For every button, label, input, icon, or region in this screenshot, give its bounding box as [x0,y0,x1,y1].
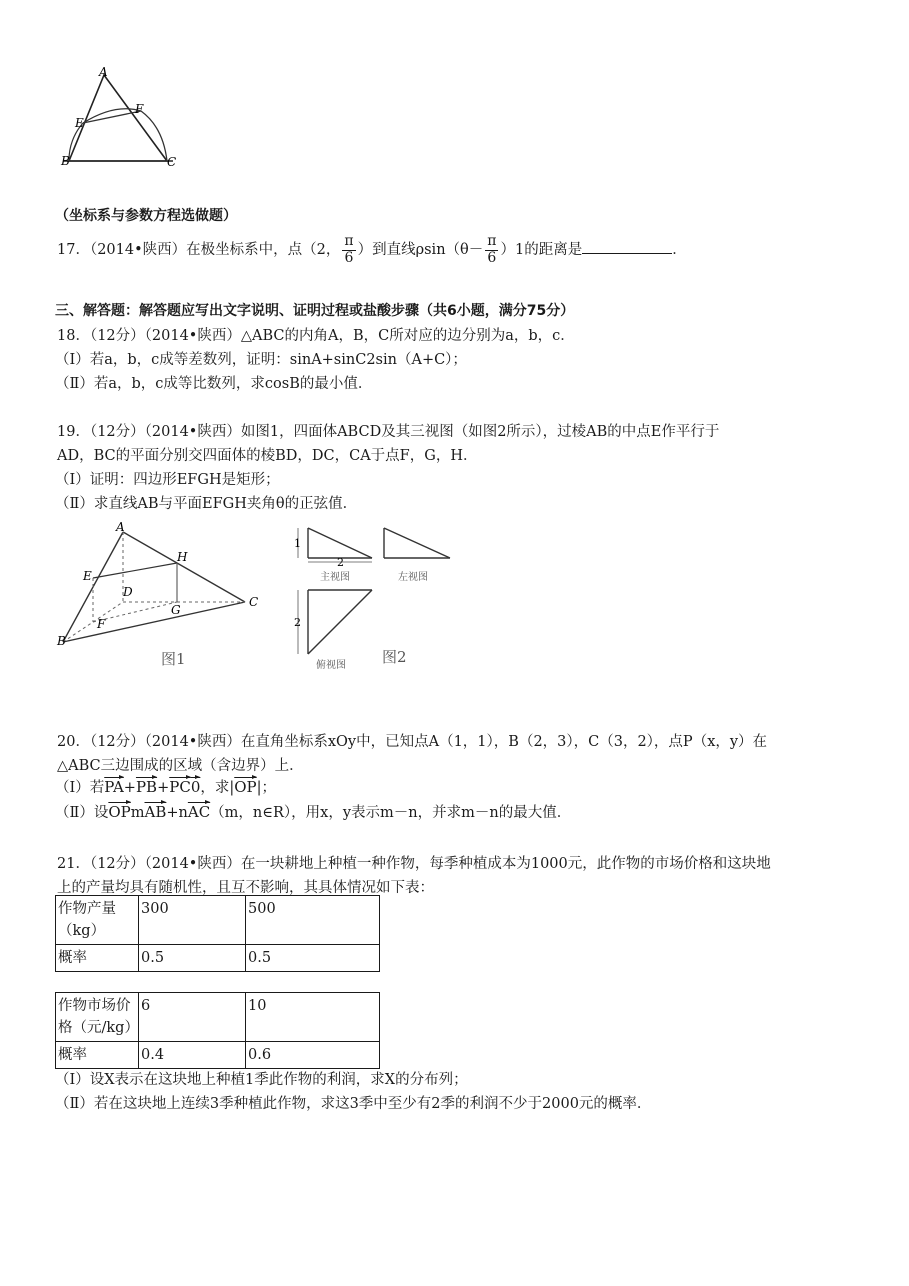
q18-line-2: （Ⅰ）若a，b，c成等差数列，证明：sinA+sinC2sin（A+C）； [55,352,467,368]
vector-OP-2: $\overline{OP}$ [108,803,131,821]
fig1-label-F: F [97,617,106,631]
q19-line-1: 19．（12分）（2014•陕西）如图1，四面体ABCD及其三视图（如图2所示），过棱AB的中点E作平行于 [57,424,720,440]
q20-line-4 [55,801,571,822]
triangle-semicircle-figure [55,65,195,175]
q20-m: m [130,805,145,821]
q20-l3-prefix: （Ⅰ）若 [55,780,105,796]
fig2-top-view-label: 俯视图 [316,660,346,671]
vector-OP-1: $\overline{OP}$ [234,778,257,796]
q17-answer-blank [582,243,672,254]
table-cell: 500 [246,896,380,945]
vector-PB: $\overline{PB}$ [135,778,158,796]
fig1-label-A: A [116,520,125,534]
q20-line-1: 20．（12分）（2014•陕西）在直角坐标系xOy中，已知点A（1，1），B（2，3），C（3，2），点P（x，y）在 [57,734,768,750]
fig1-label-E: E [83,569,92,583]
q17-prefix: 17．（2014•陕西）在极坐标系中，点（2， [57,242,341,258]
q21-line-4: （Ⅱ）若在这块地上连续3季种植此作物，求这3季中至少有2季的利润不少于2000元的概率． [55,1096,652,1112]
vector-PC: $\overline{PC}$ [169,778,191,796]
fig-top-label-C: C [167,155,177,169]
q18-line-3: （Ⅱ）若a，b，c成等比数列，求cosB的最小值． [55,376,373,392]
q20-plus-n: +n [166,805,188,821]
table-row [56,896,380,945]
table-row [56,945,380,972]
fig1-label-G: G [171,603,181,617]
fig1-caption: 图1 [161,650,186,668]
table-cell: 作物产量（kg） [56,896,139,945]
table-cell: 概率 [56,945,139,972]
q19-line-2: AD，BC的平面分别交四面体的棱BD，DC，CA于点F，G，H． [57,448,478,464]
vector-AC: $\overline{AC}$ [187,803,211,821]
table-cell: 10 [246,993,380,1042]
section-polar-heading: （坐标系与参数方程选做题） [55,208,237,224]
table-cell: 作物市场价格（元/kg） [56,993,139,1042]
table-cell: 0.6 [246,1042,380,1069]
q19-line-4: （Ⅱ）求直线AB与平面EFGH夹角θ的正弦值． [55,496,358,512]
price-probability-table [55,992,380,1069]
q20-l4-prefix: （Ⅱ）设 [55,805,109,821]
q17-middle: ）到直线ρsin（θ－ [357,242,484,258]
fig1-label-B: B [57,634,66,648]
fig2-dim-2-vertical: 2 [294,616,301,629]
table-row [56,1042,380,1069]
table-cell: 0.4 [139,1042,246,1069]
q17-frac2-num: π [487,233,497,250]
q17-frac1-num: π [344,233,354,250]
fig-top-label-F: F [135,102,144,116]
three-views-figure-2 [288,518,468,673]
q20-line-3 [55,776,276,797]
fig2-left-view-label: 左视图 [398,572,428,583]
q21-line-1: 21．（12分）（2014•陕西）在一块耕地上种植一种作物，每季种植成本为1000元，此作物的市场价格和这块地 [57,856,771,872]
q19-line-3: （Ⅰ）证明：四边形EFGH是矩形； [55,472,280,488]
q20-plus-1: + [123,780,136,796]
zero-vector: 0 [190,778,201,796]
q20-l3-mid: ，求| [200,780,235,796]
q17-post: ）1的距离是 [500,242,583,258]
question-17 [57,228,687,272]
q18-line-1: 18．（12分）（2014•陕西）△ABC的内角A，B，C所对应的边分别为a，b，c． [57,328,575,344]
fig-top-label-B: B [61,154,70,168]
q17-frac2-den: 6 [487,249,497,266]
fig2-dim-2-horizontal: 2 [337,556,344,569]
fig2-dim-1: 1 [294,537,301,550]
fig1-label-H: H [177,550,188,564]
section-3-heading: 三、解答题：解答题应写出文字说明、证明过程或盐酸步骤（共6小题，满分75分） [55,303,575,319]
fig1-label-C: C [249,595,259,609]
q21-line-2: 上的产量均具有随机性，且互不影响，其具体情况如下表： [57,880,434,896]
vector-AB: $\overline{AB}$ [144,803,167,821]
fig-top-label-E: E [75,116,84,130]
table-cell: 0.5 [139,945,246,972]
q17-frac1-den: 6 [344,249,354,266]
table-row [56,993,380,1042]
vector-PA: $\overline{PA}$ [104,778,124,796]
fig2-main-view-label: 主视图 [320,572,350,583]
q20-l4-end: （m，n∈R），用x，y表示m－n，并求m－n的最大值． [210,805,572,821]
q17-fraction-2 [485,234,498,266]
tetrahedron-figure-1 [55,518,275,678]
fig1-label-D: D [123,585,133,599]
table-cell: 6 [139,993,246,1042]
yield-probability-table [55,895,380,972]
fig2-caption: 图2 [382,648,407,666]
fig-top-label-A: A [99,65,108,79]
q20-line-2: △ABC三边围成的区域（含边界）上． [57,758,304,774]
table-cell: 300 [139,896,246,945]
q17-fraction-1 [342,234,355,266]
q20-plus-2: + [157,780,170,796]
table-cell: 0.5 [246,945,380,972]
q17-end: ． [672,242,687,258]
table-cell: 概率 [56,1042,139,1069]
q20-l3-end: |； [256,780,277,796]
q21-line-3: （Ⅰ）设X表示在这块地上种植1季此作物的利润，求X的分布列； [55,1072,468,1088]
